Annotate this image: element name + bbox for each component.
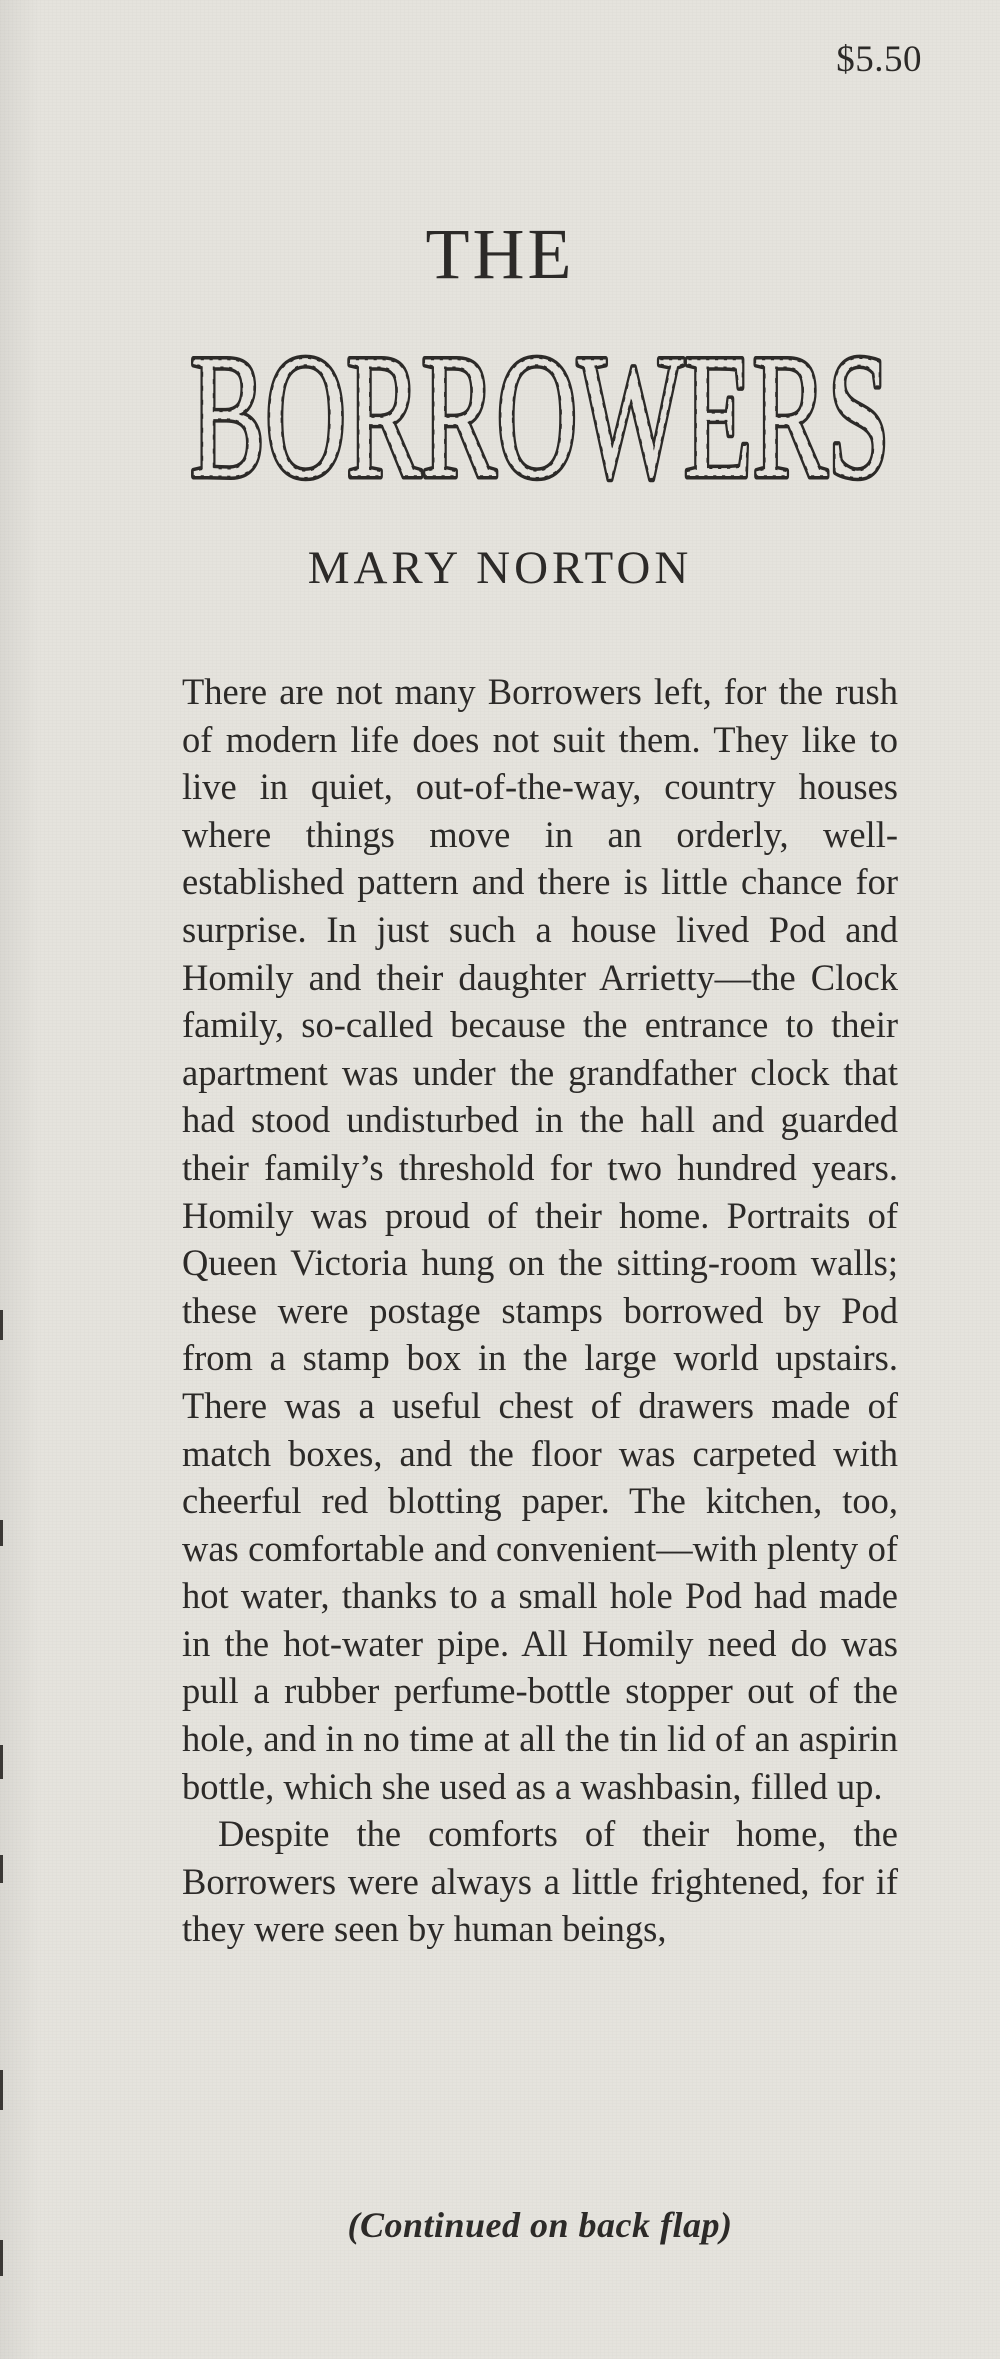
blurb-paragraph: There are not many Borrowers left, for the rush of modern life does not suit them. They like to live in quiet, out-of-the-way, country houses where things move in an orderly, well-established pattern and there is little chance for surprise. In just such a house lived Pod and Homily and their daughter Arrietty—the Clock family, so-called because the entrance to their apartment was under the grandfather clock that had stood undisturbed in the hall and guarded their family’s threshold for two hundred years. Homily was proud of their home. Portraits of Queen Victoria hung on the sitting-room walls; these were postage stamps borrowed by Pod from a stamp box in the large world upstairs. There was a useful chest of drawers made of match boxes, and the floor was carpeted with cheerful red blotting paper. The kitchen, too, was comfortable and convenient—with plenty of hot water, thanks to a small hole Pod had made in the hot-water pipe. All Homily need do was pull a rubber perfume-bottle stopper out of the hole, and in no time at all the tin lid of an aspirin bottle, which she used as a washbasin, filled up. [182,671,898,1807]
blurb [182,668,898,1953]
title-logo-inner: BORROWERS [190,317,890,490]
price-label: $5.50 [836,39,922,80]
edge-mark [0,2070,3,2110]
title-logo [182,310,898,490]
title-logo-outer: BORROWERS [190,317,890,490]
edge-mark [0,1855,3,1883]
blurb-paragraph: Despite the comforts of their home, the Borrowers were always a little frightened, for if they were seen by human beings, [182,1813,898,1950]
author-name: MARY NORTON [307,542,693,594]
title-logo-inline: BORROWERS [190,317,890,490]
continued-note: (Continued on back flap) [347,2205,733,2245]
edge-mark [0,1310,3,1340]
edge-mark [0,1520,3,1546]
edge-mark [0,1745,3,1779]
title-the: THE [425,214,575,294]
